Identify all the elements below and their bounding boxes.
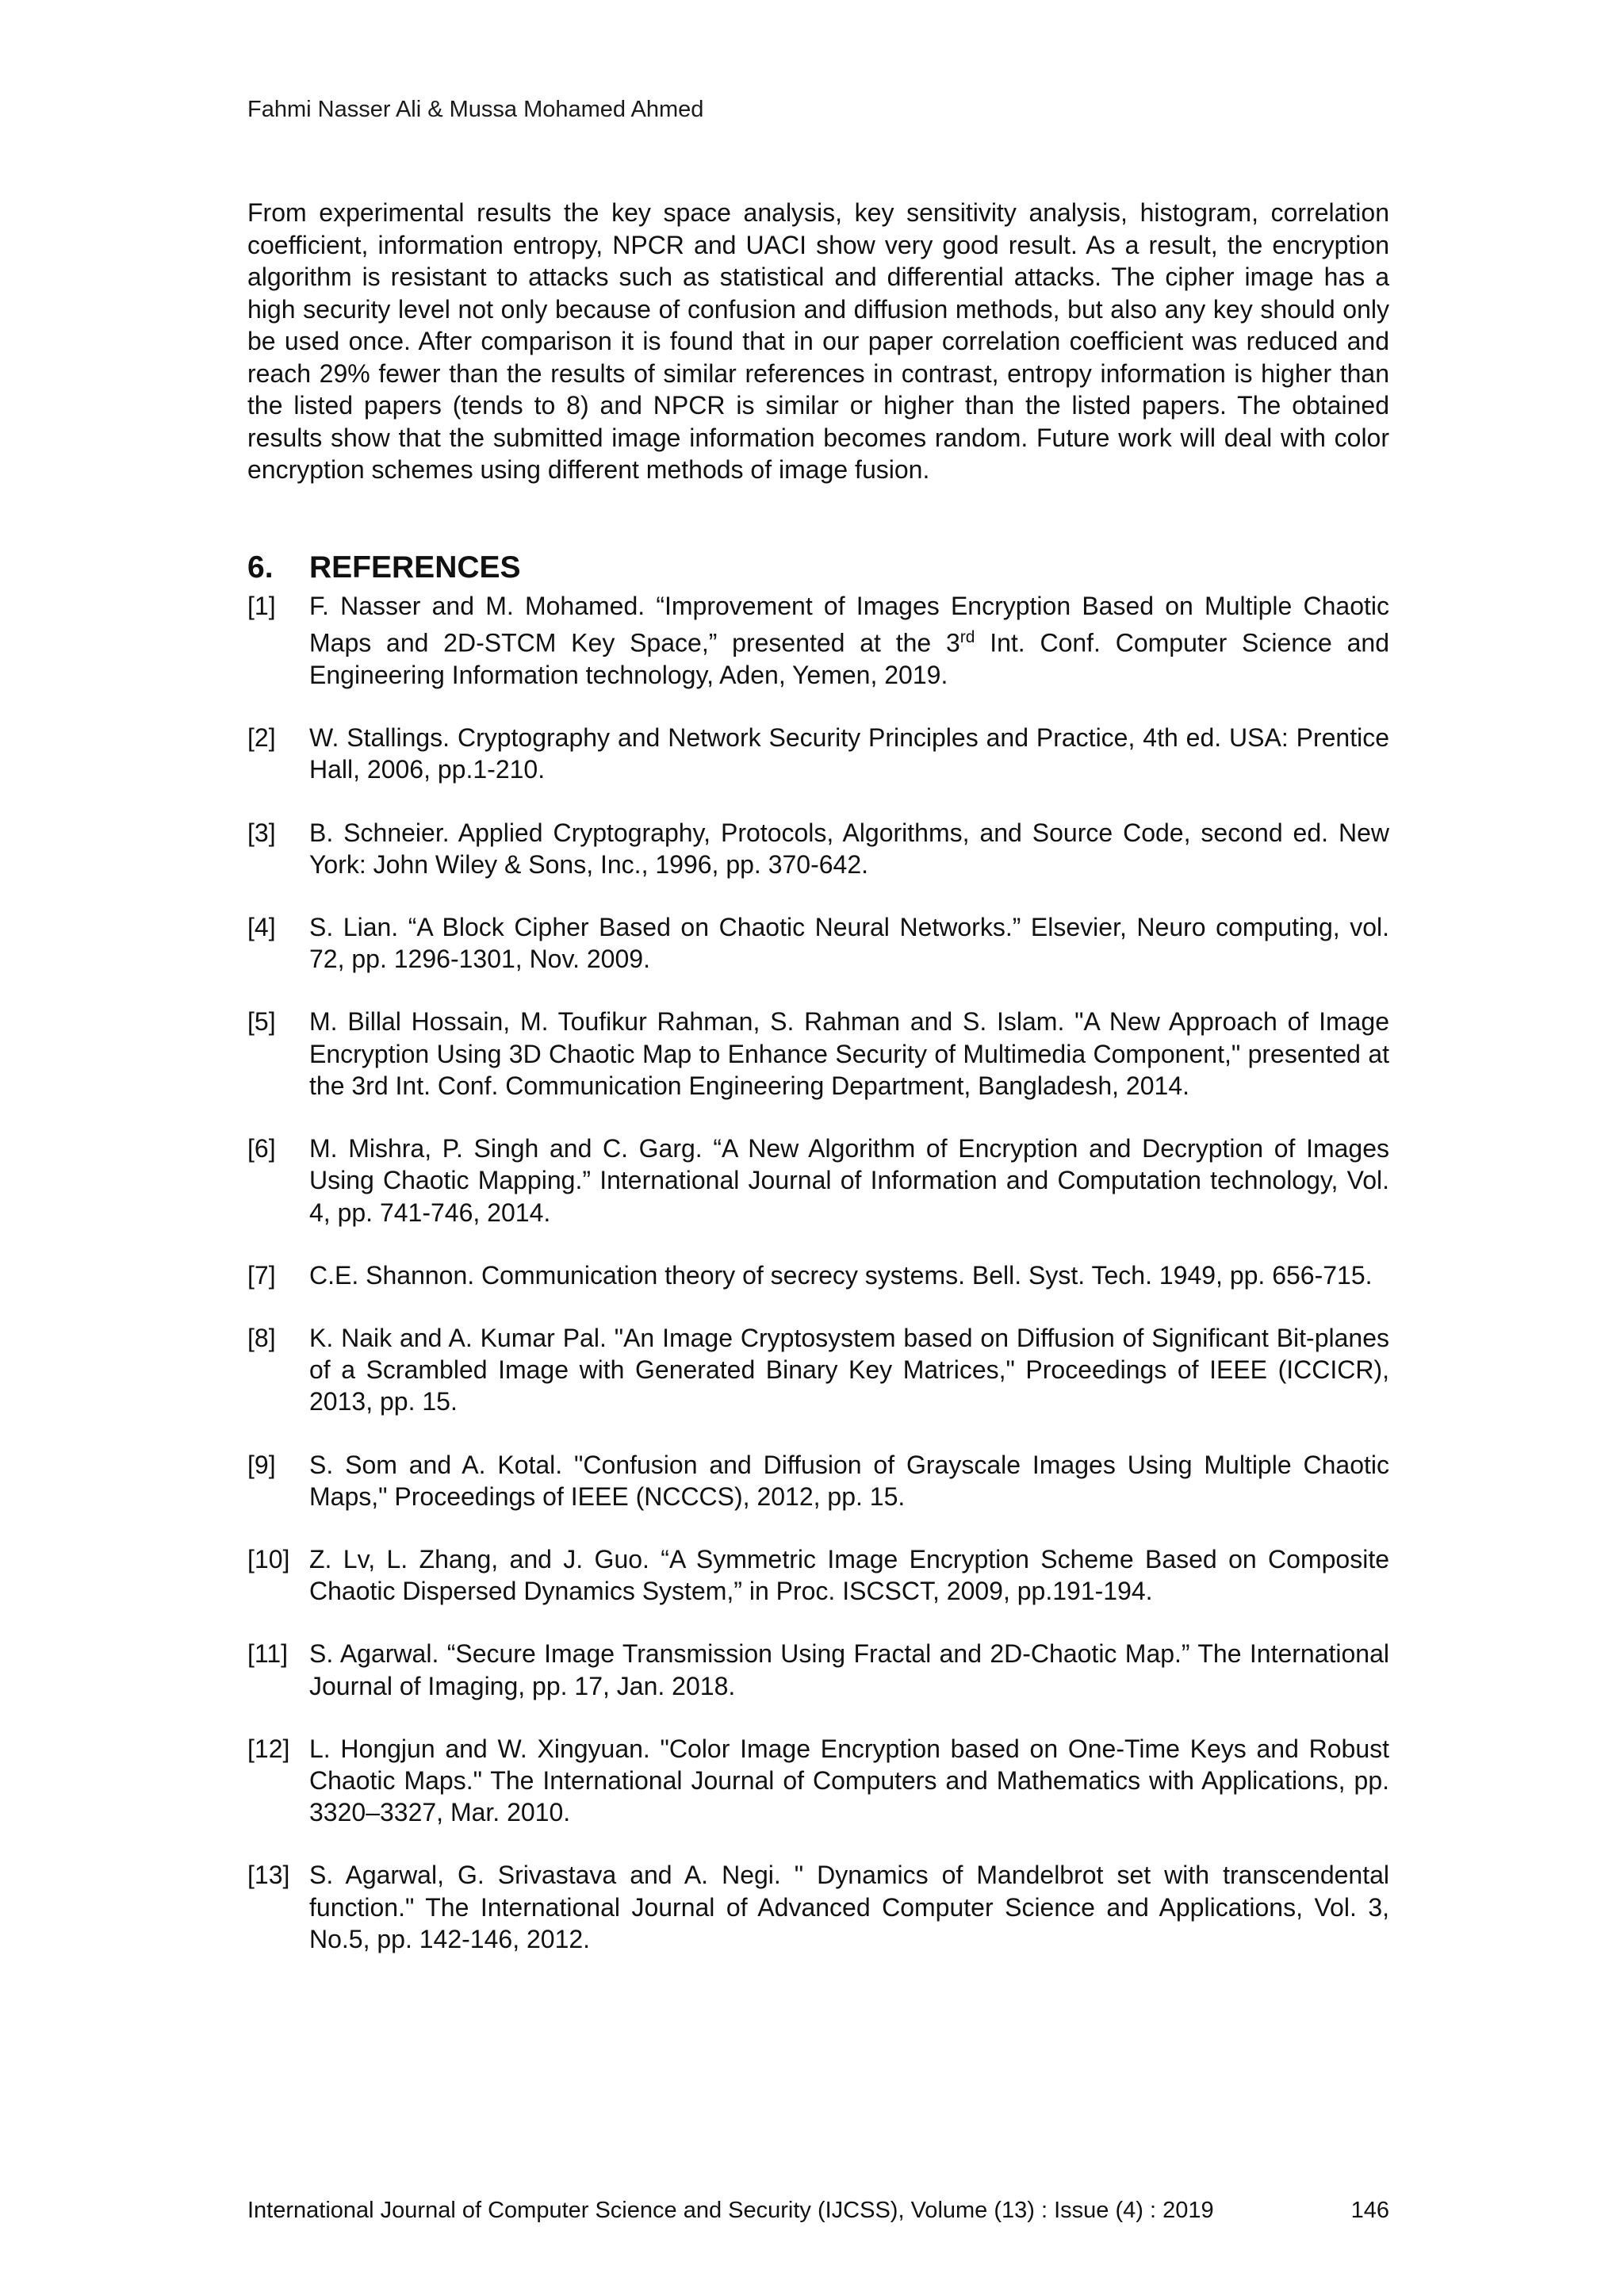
reference-number: [11] xyxy=(247,1639,288,1669)
reference-text xyxy=(309,590,1389,691)
reference-item xyxy=(247,1543,1389,1607)
reference-text: L. Hongjun and W. Xingyuan. "Color Image Encryption based on One-Time Keys and Robust Chaotic Maps." The International Journal of Computers and Mathematics with Applications, pp. 3320–3327, Mar. 2010. xyxy=(309,1734,1389,1827)
reference-item xyxy=(247,722,1389,785)
reference-number: [7] xyxy=(247,1260,276,1290)
reference-text: C.E. Shannon. Communication theory of secrecy systems. Bell. Syst. Tech. 1949, pp. 656-715. xyxy=(309,1260,1373,1290)
reference-item xyxy=(247,911,1389,975)
reference-number: [6] xyxy=(247,1134,276,1163)
reference-text: S. Agarwal, G. Srivastava and A. Negi. " Dynamics of Mandelbrot set with transcendental function." The International Journal of Advanced Computer Science and Applications, Vol. 3, No.5, pp. 142-146, 2012. xyxy=(309,1861,1389,1953)
footer-journal-citation: International Journal of Computer Science and Security (IJCSS), Volume (13) : Issue (4) : 2019 xyxy=(247,2198,1214,2223)
page-number: 146 xyxy=(1350,2198,1389,2223)
body-paragraph: From experimental results the key space analysis, key sensitivity analysis, histogram, correlation coefficient, information entropy, NPCR and UACI show very good result. As a result, the encryption algorithm is resistant to attacks such as statistical and differential attacks. The cipher image has a high security level not only because of confusion and diffusion methods, but also any key should only be used once. After comparison it is found that in our paper correlation coefficient was reduced and reach 29% fewer than the results of similar references in contrast, entropy information is higher than the listed papers (tends to 8) and NPCR is similar or higher than the listed papers. The obtained results show that the submitted image information becomes random. Future work will deal with color encryption schemes using different methods of image fusion. xyxy=(247,198,1389,484)
reference-text: W. Stallings. Cryptography and Network Security Principles and Practice, 4th ed. USA: Prentice Hall, 2006, pp.1-210. xyxy=(309,723,1389,784)
reference-item xyxy=(247,1322,1389,1418)
reference-number: [13] xyxy=(247,1861,290,1890)
reference-item xyxy=(247,1133,1389,1228)
reference-number: [3] xyxy=(247,818,276,847)
superscript-ordinal: rd xyxy=(959,628,975,647)
page-footer xyxy=(247,2198,1389,2224)
reference-item xyxy=(247,1638,1389,1701)
reference-item xyxy=(247,1259,1389,1291)
reference-number: [4] xyxy=(247,913,276,942)
reference-text: Z. Lv, L. Zhang, and J. Guo. “A Symmetric Image Encryption Scheme Based on Composite Chaotic Dispersed Dynamics System,” in Proc. ISCSCT, 2009, pp.191-194. xyxy=(309,1544,1389,1606)
reference-item xyxy=(247,1733,1389,1829)
reference-text-part: F. Nasser and M. Mohamed. “Improvement of Images Encryption Based on Multiple Chaotic Maps and 2D-STCM Key Space,” presented at the 3 xyxy=(309,592,1389,657)
reference-number: [1] xyxy=(247,592,276,620)
reference-number: [10] xyxy=(247,1544,290,1573)
reference-number: [5] xyxy=(247,1007,276,1037)
reference-number: [9] xyxy=(247,1450,276,1479)
reference-item xyxy=(247,1006,1389,1102)
reference-number: [8] xyxy=(247,1323,276,1352)
reference-text: S. Lian. “A Block Cipher Based on Chaotic Neural Networks.” Elsevier, Neuro computing, vol. 72, pp. 1296-1301, Nov. 2009. xyxy=(309,913,1389,974)
reference-text: M. Mishra, P. Singh and C. Garg. “A New Algorithm of Encryption and Decryption of Images Using Chaotic Mapping.” International Journal of Information and Computation technology, Vol. 4, pp. 741-746, 2014. xyxy=(309,1134,1389,1227)
reference-text: S. Agarwal. “Secure Image Transmission Using Fractal and 2D-Chaotic Map.” The International Journal of Imaging, pp. 17, Jan. 2018. xyxy=(309,1639,1389,1700)
reference-item xyxy=(247,1859,1389,1955)
reference-text: K. Naik and A. Kumar Pal. "An Image Cryptosystem based on Diffusion of Significant Bit-planes of a Scrambled Image with Generated Binary Key Matrices," Proceedings of IEEE (ICCICR), 2013, pp. 15. xyxy=(309,1323,1389,1416)
section-title: REFERENCES xyxy=(309,550,521,585)
reference-item xyxy=(247,1449,1389,1512)
reference-number: [12] xyxy=(247,1734,290,1763)
reference-item xyxy=(247,817,1389,880)
reference-list xyxy=(247,590,1389,1986)
section-number: 6. xyxy=(247,550,274,585)
reference-text: B. Schneier. Applied Cryptography, Protocols, Algorithms, and Source Code, second ed. New York: John Wiley & Sons, Inc., 1996, pp. 370-642. xyxy=(309,818,1389,879)
reference-text: S. Som and A. Kotal. "Confusion and Diffusion of Grayscale Images Using Multiple Chaotic Maps," Proceedings of IEEE (NCCCS), 2012, pp. 15. xyxy=(309,1450,1389,1511)
references-heading xyxy=(247,550,521,585)
running-head-authors: Fahmi Nasser Ali & Mussa Mohamed Ahmed xyxy=(247,97,704,122)
reference-text: M. Billal Hossain, M. Toufikur Rahman, S. Rahman and S. Islam. "A New Approach of Image Encryption Using 3D Chaotic Map to Enhance Security of Multimedia Component," presented at the 3rd Int. Conf. Communication Engineering Department, Bangladesh, 2014. xyxy=(309,1007,1389,1100)
reference-number: [2] xyxy=(247,723,276,753)
reference-text-part: Int. Conf. Computer Science and Engineering Information technology, Aden, Yemen, 2019. xyxy=(309,628,1390,690)
reference-item xyxy=(247,590,1389,691)
